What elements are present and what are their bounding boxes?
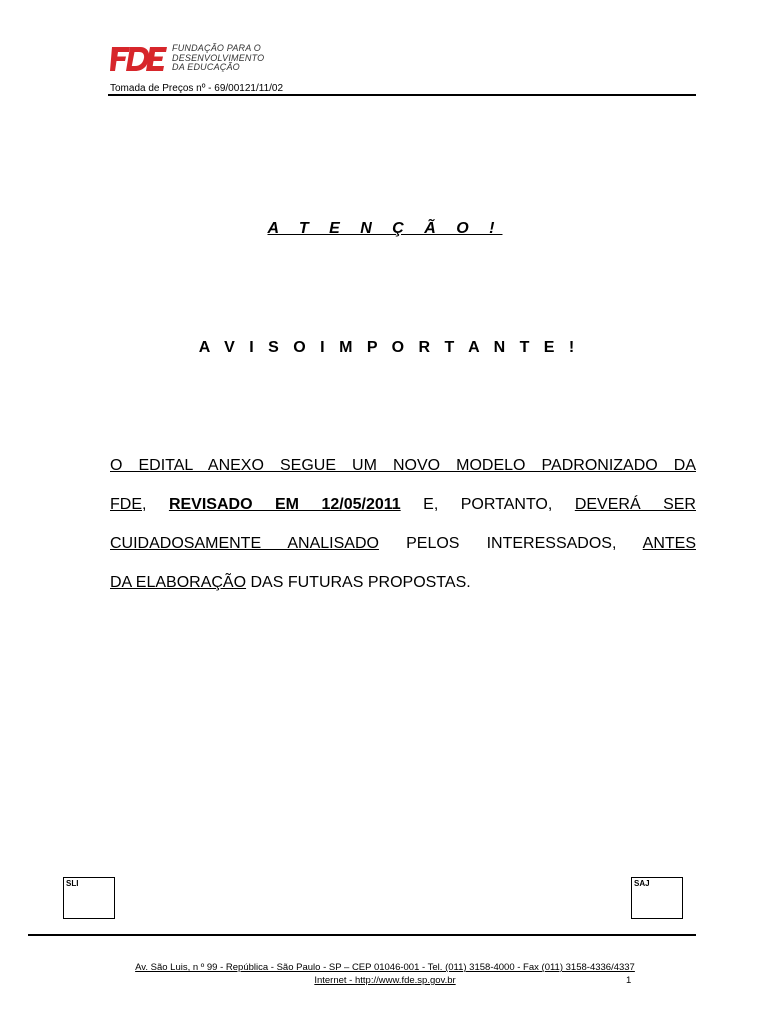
fde-logo-mark — [110, 44, 168, 74]
fde-logo — [110, 44, 270, 74]
revised-date-text: REVISADO EM 12/05/2011 — [168, 496, 401, 513]
logo-line: DA EDUCAÇÃO — [172, 62, 240, 72]
footer-address: Av. São Luis, n º 99 - República - São Paulo - SP – CEP 01046-001 - Tel. (011) 3158-4000 - Fax (011) 3158-4336/4337 — [135, 962, 635, 973]
preparation-text: DA ELABORAÇÃO — [110, 574, 247, 591]
sli-box — [63, 877, 115, 919]
important-notice-heading: A V I S O I M P O R T A N T E ! — [198, 339, 580, 356]
before-text: ANTES — [642, 535, 696, 552]
logo-caption — [172, 44, 264, 73]
saj-label: SAJ — [634, 879, 650, 888]
must-be-text: DEVERÁ SER — [574, 496, 696, 513]
carefully-analyzed-text: CUIDADOSAMENTE ANALISADO — [110, 535, 379, 552]
paragraph-line-3 — [110, 524, 696, 563]
footer-divider — [28, 934, 696, 936]
reference-number: Tomada de Preços nº - 69/00121/11/02 — [110, 83, 284, 94]
notice-paragraph — [110, 446, 696, 602]
logo-line: FUNDAÇÃO PARA O — [172, 43, 262, 53]
line-1-text: O EDITAL ANEXO SEGUE UM NOVO MODELO PADRONIZADO DA — [110, 457, 696, 474]
fde-text: FDE, — [110, 496, 147, 513]
page-number: 1 — [626, 975, 632, 986]
therefore-text: E, PORTANTO, — [423, 496, 553, 513]
paragraph-line-4 — [110, 563, 696, 602]
paragraph-line-2 — [110, 485, 696, 524]
footer-internet: Internet - http://www.fde.sp.gov.br — [314, 975, 456, 986]
by-interested-text: PELOS INTERESSADOS, — [406, 535, 617, 552]
future-proposals-text: DAS FUTURAS PROPOSTAS. — [250, 574, 471, 591]
paragraph-line-1 — [110, 446, 696, 485]
attention-heading: A T E N Ç Ã O ! — [267, 220, 503, 237]
header-divider — [108, 94, 696, 96]
logo-line: DESENVOLVIMENTO — [172, 52, 265, 63]
saj-box — [631, 877, 683, 919]
sli-label: SLI — [66, 879, 79, 888]
